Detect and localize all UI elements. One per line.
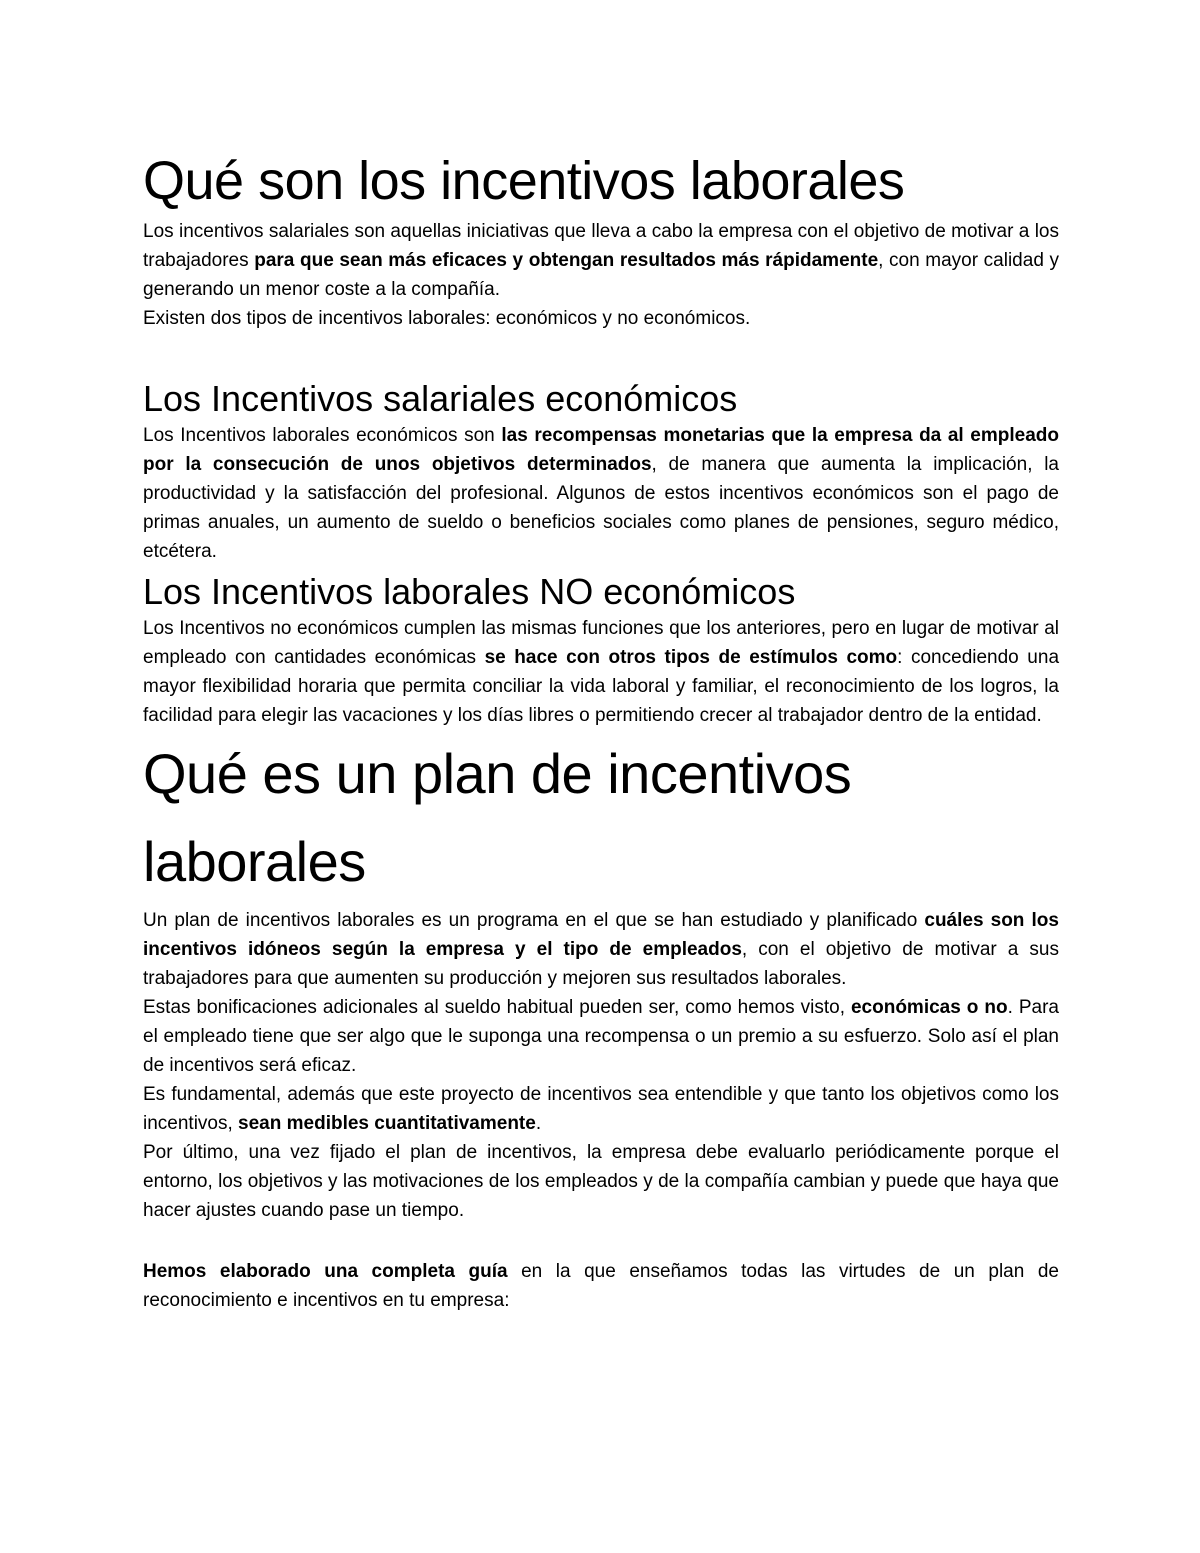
- text-run: . Para el empleado tiene que ser algo que le suponga una recompensa o un premio a su esfuerzo. Solo así el plan de incentivos será eficaz.: [143, 997, 1059, 1076]
- bold-text-run: económicas o no: [850, 997, 1008, 1018]
- text-run: Estas bonificaciones adicionales al sueldo habitual pueden ser, como hemos visto,: [143, 997, 851, 1018]
- bold-text-run: para que sean más eficaces y obtengan resultados más rápidamente: [254, 250, 879, 271]
- bold-text-run: sean medibles cuantitativamente: [238, 1113, 536, 1134]
- paragraph-definition: [143, 217, 1059, 304]
- paragraph-tipos: Existen dos tipos de incentivos laborales: económicos y no económicos.: [143, 308, 751, 329]
- section-heading-no-economicos: Los Incentivos laborales NO económicos: [143, 571, 796, 612]
- section-heading-que-son: Qué son los incentivos laborales: [143, 151, 905, 211]
- bold-text-run: Hemos elaborado una completa guía: [143, 1261, 508, 1282]
- paragraph-bonificaciones: [143, 993, 1059, 1080]
- text-run: , con mayor calidad y generando un menor coste a la compañía.: [143, 250, 1059, 300]
- text-run: Un plan de incentivos laborales es un programa en el que se han estudiado y planificado: [143, 910, 925, 931]
- section-heading-plan: Qué es un plan de incentivos laborales: [143, 742, 852, 893]
- section-heading-economicos: Los Incentivos salariales económicos: [143, 378, 738, 419]
- bold-text-run: se hace con otros tipos de estímulos como: [484, 647, 898, 668]
- paragraph-economicos: [143, 421, 1059, 566]
- text-run: Es fundamental, además que este proyecto de incentivos sea entendible y que tanto los objetivos como los incentivos,: [143, 1084, 1059, 1134]
- spacer: [143, 333, 1059, 377]
- text-run: Los incentivos salariales son aquellas iniciativas que lleva a cabo la empresa con el objetivo de motivar a los trabajadores: [143, 221, 1059, 271]
- text-run: Los Incentivos no económicos cumplen las mismas funciones que los anteriores, pero en lugar de motivar al empleado con cantidades económicas: [143, 618, 1059, 668]
- paragraph-por-ultimo: Por último, una vez fijado el plan de incentivos, la empresa debe evaluarlo periódicamente porque el entorno, los objetivos y las motivaciones de los empleados y de la compañía cambian y puede que haya que hacer ajustes cuando pase un tiempo.: [143, 1142, 1059, 1221]
- bold-text-run: cuáles son los incentivos idóneos según la empresa y el tipo de empleados: [143, 910, 1059, 960]
- text-run: Los Incentivos laborales económicos son: [143, 425, 502, 446]
- text-run: : concediendo una mayor flexibilidad horaria que permita conciliar la vida laboral y familiar, el reconocimiento de los logros, la facilidad para elegir las vacaciones y los días libres o permitiendo crecer al trabajador dentro de la entidad.: [143, 647, 1060, 726]
- spacer: [143, 1225, 1059, 1257]
- text-run: .: [535, 1113, 542, 1134]
- text-run: en la que enseñamos todas las virtudes de un plan de reconocimiento e incentivos en tu empresa:: [143, 1261, 1059, 1311]
- paragraph-no-economicos: [143, 614, 1059, 730]
- document-page: [143, 145, 1059, 1315]
- paragraph-plan-definition: [143, 906, 1059, 993]
- paragraph-guia: [143, 1257, 1059, 1315]
- text-run: , de manera que aumenta la implicación, la productividad y la satisfacción del profesional. Algunos de estos incentivos económicos son el pago de primas anuales, un aumento de sueldo o beneficios sociales como planes de pensiones, seguro médico, etcétera.: [143, 454, 1059, 562]
- bold-text-run: las recompensas monetarias que la empresa da al empleado por la consecución de unos objetivos determinados: [143, 425, 1059, 475]
- text-run: , con el objetivo de motivar a sus trabajadores para que aumenten su producción y mejoren sus resultados laborales.: [143, 939, 1059, 989]
- paragraph-fundamental: [143, 1080, 1059, 1138]
